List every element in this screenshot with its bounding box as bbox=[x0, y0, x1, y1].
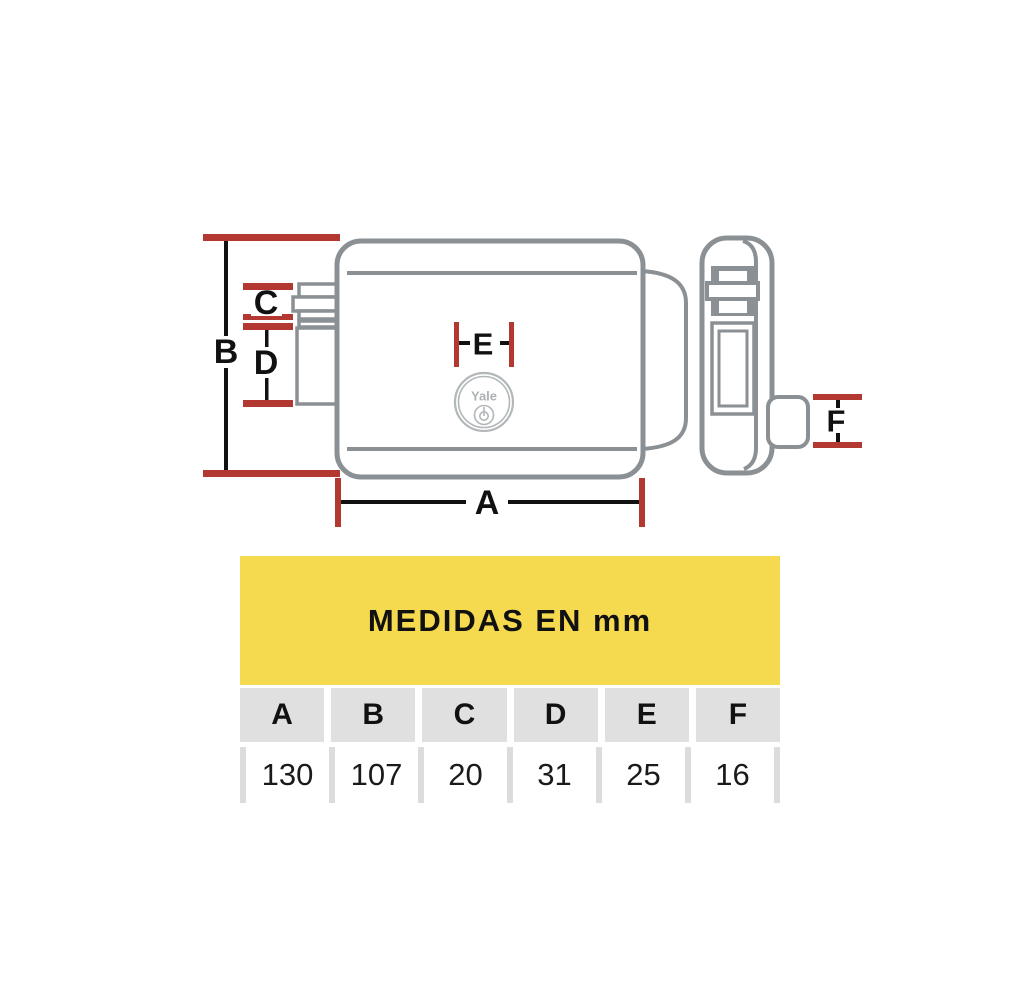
table-value-row bbox=[240, 747, 780, 803]
dimension-c bbox=[243, 283, 293, 322]
yale-logo-text: Yale bbox=[470, 388, 498, 404]
value-d: 31 bbox=[513, 747, 596, 803]
yale-cylinder bbox=[455, 373, 513, 431]
column-header-d: D bbox=[514, 688, 598, 742]
value-a: 130 bbox=[246, 747, 329, 803]
dimension-a-label: A bbox=[474, 484, 500, 522]
value-c: 20 bbox=[424, 747, 507, 803]
value-b: 107 bbox=[335, 747, 418, 803]
value-f: 16 bbox=[691, 747, 774, 803]
dimension-d-label: D bbox=[253, 344, 279, 382]
dimension-c-label: C bbox=[253, 284, 279, 322]
latch-bolt bbox=[293, 284, 341, 404]
dimension-e-label: E bbox=[472, 326, 494, 362]
dimension-b-label: B bbox=[213, 333, 239, 371]
column-header-f: F bbox=[696, 688, 780, 742]
column-header-b: B bbox=[331, 688, 415, 742]
table-title: MEDIDAS EN mm bbox=[240, 556, 780, 685]
measurements-table bbox=[240, 556, 780, 803]
side-bottom-box bbox=[768, 397, 808, 447]
column-header-c: C bbox=[422, 688, 506, 742]
dimension-f-label: F bbox=[826, 403, 846, 439]
dimension-f bbox=[813, 394, 862, 448]
value-e: 25 bbox=[602, 747, 685, 803]
front-right-bump bbox=[642, 271, 686, 449]
column-header-e: E bbox=[605, 688, 689, 742]
dimension-d bbox=[243, 323, 293, 407]
column-header-a: A bbox=[240, 688, 324, 742]
dimension-a bbox=[335, 478, 645, 527]
table-header-row bbox=[240, 688, 780, 742]
lock-side-view bbox=[702, 238, 808, 473]
side-channel bbox=[712, 323, 754, 414]
side-spool-mechanism bbox=[707, 266, 758, 316]
